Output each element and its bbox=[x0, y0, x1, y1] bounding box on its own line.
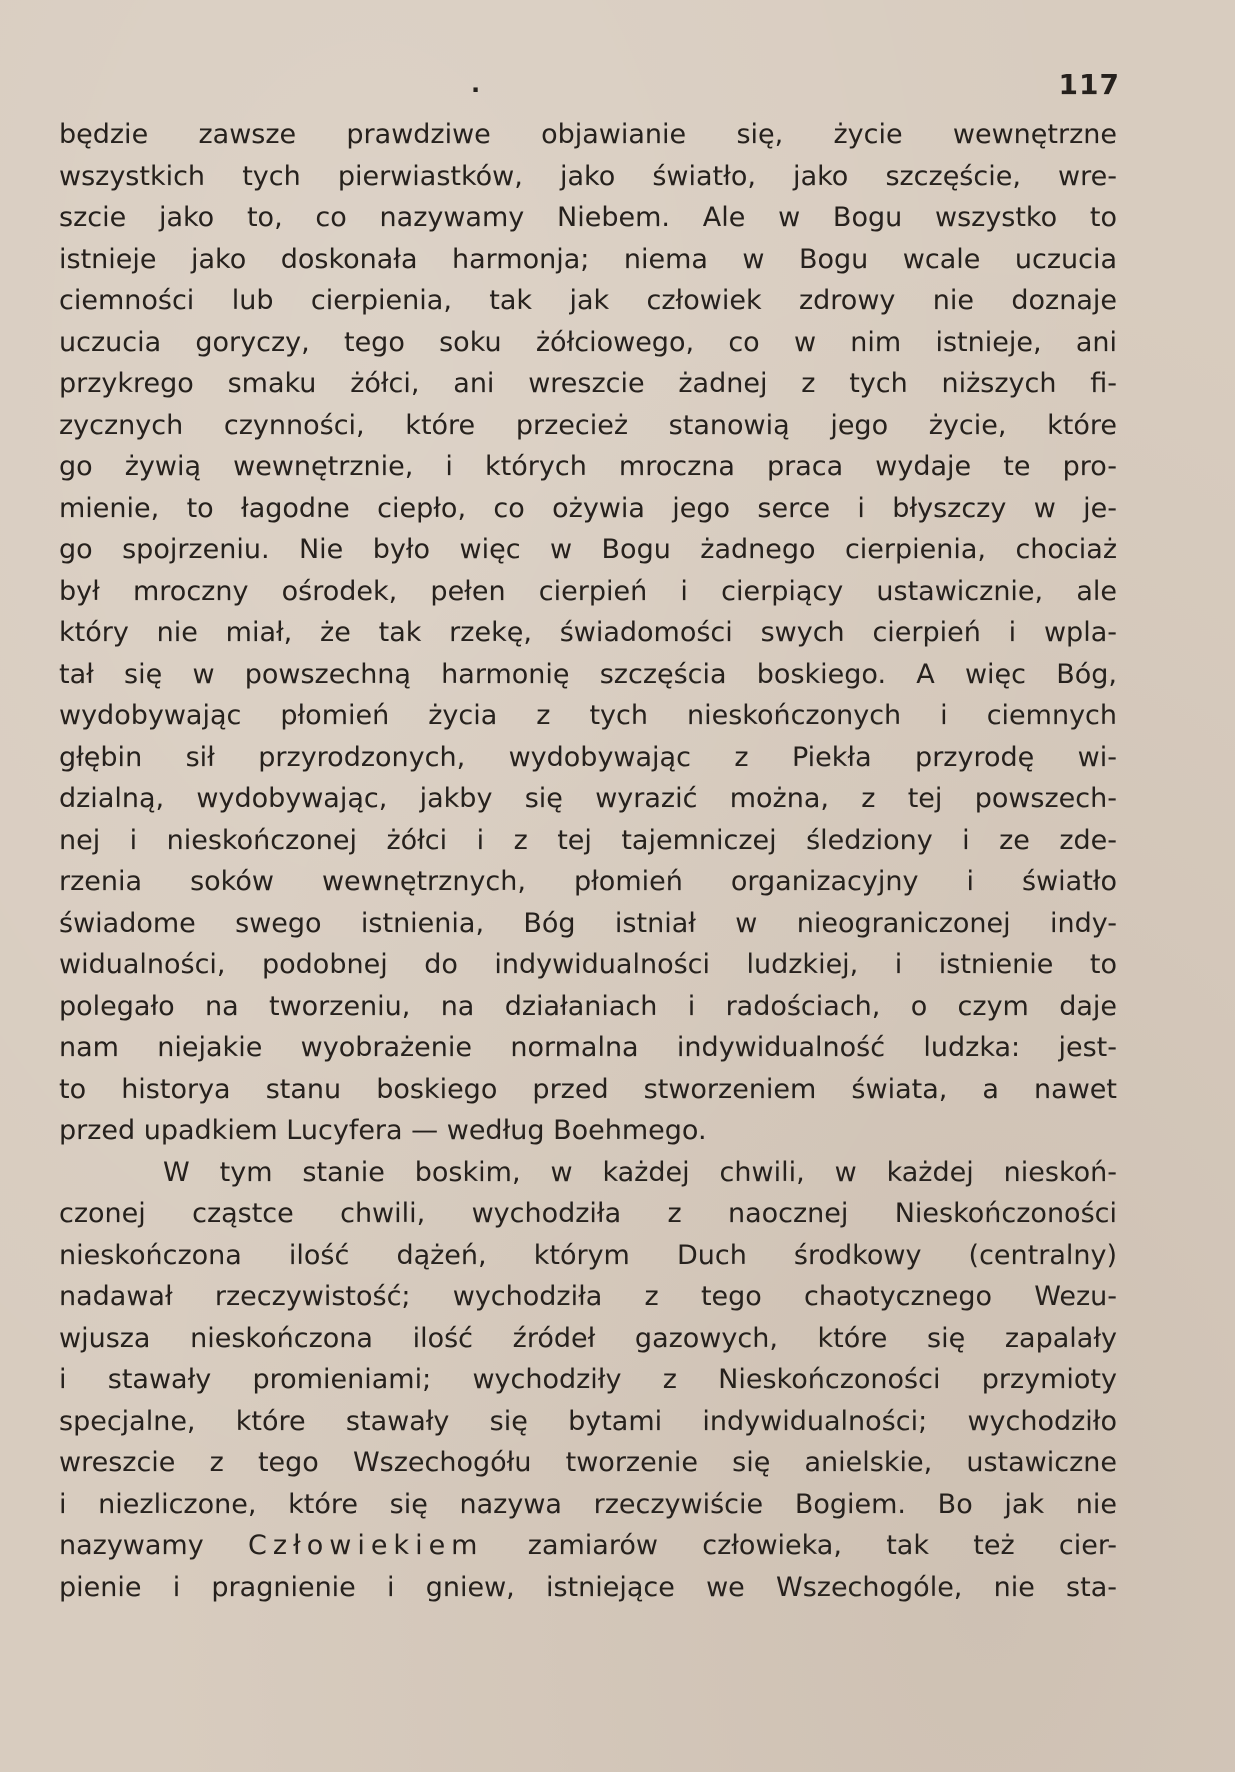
text-line: głębin sił przyrodzonych, wydobywając z Piekła przyrodę wi- bbox=[59, 741, 1117, 773]
text-line: tał się w powszechną harmonię szczęścia boskiego. A więc Bóg, bbox=[59, 658, 1117, 690]
text-line: go żywią wewnętrznie, i których mroczna praca wydaje te pro- bbox=[59, 451, 1117, 482]
text-line: nam niejakie wyobrażenie normalna indywidualność ludzka: jest- bbox=[59, 1032, 1117, 1063]
text-line: rzenia soków wewnętrznych, płomień organizacyjny i światło bbox=[59, 866, 1117, 897]
text-line: to historya stanu boskiego przed stworzeniem świata, a nawet bbox=[59, 1073, 1117, 1105]
text-line: ciemności lub cierpienia, tak jak człowiek zdrowy nie doznaje bbox=[59, 285, 1117, 316]
text-line: i stawały promieniami; wychodziły z Nieskończoności przymioty bbox=[59, 1364, 1117, 1395]
line-part: nazywamy bbox=[59, 1530, 204, 1561]
text-line: świadome swego istnienia, Bóg istniał w nieograniczonej indy- bbox=[59, 907, 1117, 939]
text-line: wydobywając płomień życia z tych nieskończonych i ciemnych bbox=[59, 700, 1117, 731]
text-line: dzialną, wydobywając, jakby się wyrazić można, z tej powszech- bbox=[59, 783, 1117, 814]
text-line: szcie jako to, co nazywamy Niebem. Ale w Bogu wszystko to bbox=[59, 202, 1117, 233]
text-line: zycznych czynności, które przecież stanowią jego życie, które bbox=[59, 409, 1117, 441]
text-line: uczucia goryczy, tego soku żółciowego, co w nim istnieje, ani bbox=[59, 326, 1117, 358]
text-line: nej i nieskończonej żółci i z tej tajemniczej śledziony i ze zde- bbox=[59, 824, 1117, 856]
line-part: zamiarów człowieka, tak też cier- bbox=[527, 1530, 1117, 1561]
text-line: nadawał rzeczywistość; wychodziła z tego chaotycznego Wezu- bbox=[59, 1281, 1117, 1312]
paragraph-end-line: przed upadkiem Lucyfera — według Boehmego. bbox=[59, 1115, 707, 1146]
text-line: i niezliczone, które się nazywa rzeczywiście Bogiem. Bo jak nie bbox=[59, 1488, 1117, 1520]
print-mark: . bbox=[471, 70, 481, 98]
body-text bbox=[59, 114, 1117, 1608]
text-line: go spojrzeniu. Nie było więc w Bogu żadnego cierpienia, chociaż bbox=[59, 534, 1117, 565]
text-line: wjusza nieskończona ilość źródeł gazowych, które się zapalały bbox=[59, 1322, 1117, 1354]
text-line: pienie i pragnienie i gniew, istniejące we Wszechogóle, nie sta- bbox=[59, 1571, 1117, 1603]
text-line: istnieje jako doskonała harmonja; niema w Bogu wcale uczucia bbox=[59, 243, 1117, 275]
text-line: widualności, podobnej do indywidualności ludzkiej, i istnienie to bbox=[59, 949, 1117, 980]
text-line: nieskończona ilość dążeń, którym Duch środkowy (centralny) bbox=[59, 1239, 1117, 1271]
page-number: 117 bbox=[1058, 68, 1120, 101]
text-line: będzie zawsze prawdziwe objawianie się, życie wewnętrzne bbox=[59, 119, 1117, 150]
text-line: przykrego smaku żółci, ani wreszcie żadnej z tych niższych fi- bbox=[59, 368, 1117, 399]
paragraph-start-line: W tym stanie boskim, w każdej chwili, w każdej nieskoń- bbox=[163, 1156, 1117, 1188]
text-line: czonej cząstce chwili, wychodziła z naocznej Nieskończoności bbox=[59, 1198, 1117, 1229]
text-line: był mroczny ośrodek, pełen cierpień i cierpiący ustawicznie, ale bbox=[59, 575, 1117, 607]
text-line: polegało na tworzeniu, na działaniach i radościach, o czym daje bbox=[59, 990, 1117, 1022]
text-line: który nie miał, że tak rzekę, świadomości swych cierpień i wpla- bbox=[59, 617, 1117, 648]
text-line: wreszcie z tego Wszechogółu tworzenie się anielskie, ustawiczne bbox=[59, 1447, 1117, 1478]
text-line: specjalne, które stawały się bytami indywidualności; wychodziło bbox=[59, 1405, 1117, 1437]
text-line: wszystkich tych pierwiastków, jako światło, jako szczęście, wre- bbox=[59, 160, 1117, 192]
text-line: mienie, to łagodne ciepło, co ożywia jego serce i błyszczy w je- bbox=[59, 492, 1117, 524]
text-line-emphasis bbox=[59, 1525, 1117, 1567]
spaced-word: Człowiekiem bbox=[248, 1530, 484, 1561]
